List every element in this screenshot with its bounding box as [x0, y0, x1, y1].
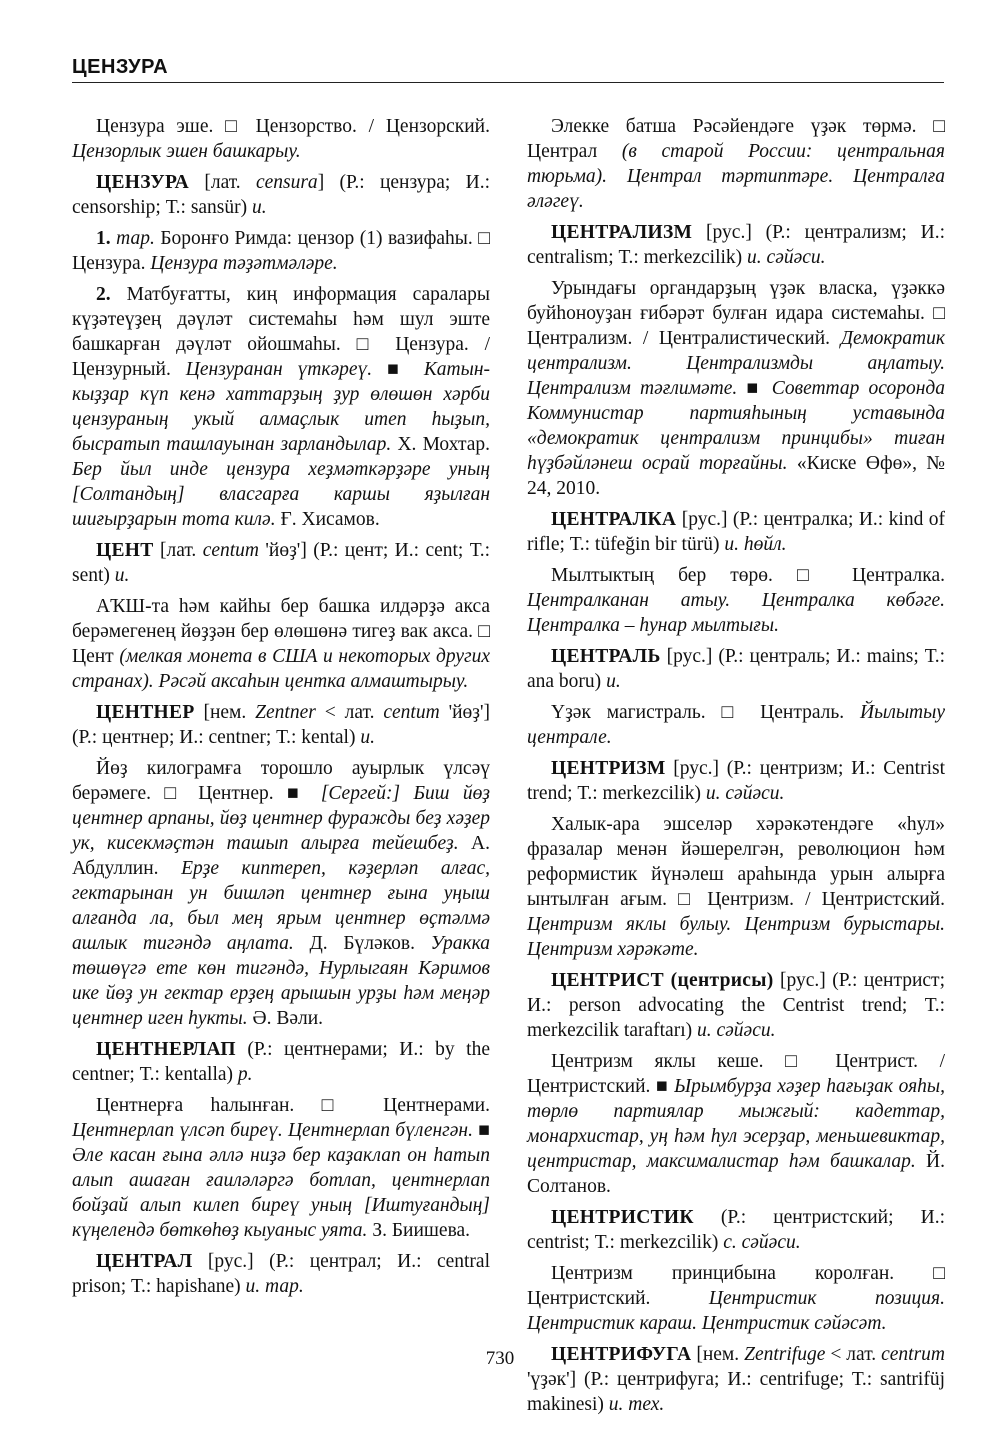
left-column: [72, 114, 490, 1305]
dictionary-paragraph: Урындағы органдарҙың үҙәк власка, үҙәккә буйһоноуҙан ғибәрәт булған идара системаһы. □ Централизм. / Централистический. Демократик централизм. Централизмды аңлатыу. Централизм тәғлимәте. ■ Советтар осоронда Коммунистар партияһының уставында «демократик централизм принцибы» тиған һүҙбәйләнеш осрай торғайны. «Киске Өфө», № 24, 2010.: [527, 278, 945, 499]
dictionary-paragraph: ЦЕНТРИСТ (центрисы) [рус.] (Р.: центрист; И.: person advocating the Centrist trend; Т.: merkezcilik taraftarı) и. сәйәси.: [527, 970, 945, 1041]
dictionary-paragraph: ЦЕНТРАЛЬ [рус.] (Р.: централь; И.: mains; Т.: ana boru) и.: [527, 646, 945, 692]
dictionary-paragraph: ЦЕНТРАЛИЗМ [рус.] (Р.: централизм; И.: centralism; Т.: merkezcilik) и. сәйәси.: [527, 222, 945, 268]
dictionary-paragraph: АҠШ-та һәм кайһы бер башка илдәрҙә акса берәмегенең йөҙҙән бер өлөшөнә тигеҙ вак акса. □ Цент (мелкая монета в США и некоторых других странах). Рәсәй аксаһын центка алмаштырыу.: [72, 596, 490, 692]
dictionary-paragraph: ЦЕНЗУРА [лат. censura] (Р.: цензура; И.: censorship; Т.: sansür) и.: [72, 172, 490, 218]
dictionary-paragraph: Центризм принцибына королған. □ Центристский. Центристик позиция. Центристик караш. Центристик сәйәсәт.: [527, 1263, 945, 1334]
dictionary-paragraph: ЦЕНТРИСТИК (Р.: центристский; И.: centrist; Т.: merkezcilik) с. сәйәси.: [527, 1207, 945, 1253]
dictionary-paragraph: Центризм яклы кеше. □ Центрист. / Центристский. ■ Ырымбурҙа хәҙер һағыҙак ояһы, төрлө партиялар мыжғый: кадеттар, монархистар, уң һәм һул эсерҙар, меньшевиктар, центристар, максималистар һәм башкалар. Й. Солтанов.: [527, 1051, 945, 1197]
dictionary-paragraph: Элекке батша Рәсәйендәге үҙәк төрмә. □ Централ (в старой России: центральная тюрьма). Централ тәртиптәре. Централға әләгеү.: [527, 116, 945, 212]
dictionary-paragraph: 1. тар. Боронғо Римда: цензор (1) вазифаһы. □ Цензура. Цензура тәҙәтмәләре.: [72, 228, 491, 274]
dictionary-paragraph: ЦЕНТРИЗМ [рус.] (Р.: центризм; И.: Centrist trend; Т.: merkezcilik) и. сәйәси.: [527, 758, 945, 804]
dictionary-paragraph: Үҙәк магистраль. □ Централь. Йылытыу централе.: [527, 702, 945, 748]
dictionary-paragraph: Цензура эше. □ Цензорство. / Цензорский. Цензорлык эшен башкарыу.: [72, 116, 490, 162]
dictionary-paragraph: ЦЕНТНЕРЛАП (Р.: центнерами; И.: by the centner; Т.: kentalla) р.: [72, 1039, 490, 1085]
dictionary-paragraph: Йөҙ килограмға торошло ауырлык үлсәү берәмеге. □ Центнер. ■ [Сергей:] Биш йөҙ центнер арпаны, йөҙ центнер фуражды беҙ хәҙер ук, кисекмәҫтән ташып алырға тейешбеҙ. А. Абдуллин. Ерҙе киптереп, кәҙерләп алғас, гектарынан ун бишләп центнер ғына уңыш алғанда ла, был мең ярым центнер өҫтәлмә ашлык тигәндә аңлата. Д. Бүләков. Уракка төшөүгә ете көн тигәндә, Нурлыгаян Кәримов ике йөҙ ун гектар ерҙең арышын урҙы һәм меңәр центнер иген һукты. Ә. Вәли.: [72, 758, 490, 1029]
dictionary-paragraph: ЦЕНТНЕР [нем. Zentner < лат. centum 'йөҙ'] (Р.: центнер; И.: centner; Т.: kental) и.: [72, 702, 490, 748]
dictionary-paragraph: 2. Матбуғатты, киң информация саралары күҙәтеүҙең дәүләт системаһы һәм шул эште башкарған дәүләт ойошмаһы. □ Цензура. / Цензурный. Цензуранан үткәреү. ■ Катын-кыҙҙар күп кенә хаттарҙың ҙур өлөшөн хәрби цензураның укый алмаҫлык итеп һыҙып, бысратып ташлауынан зарландылар. Х. Мохтар. Бер йыл инде цензура хеҙмәткәрҙәре уның [Солтандың] власгарға каршы яҙылған шиғырҙарын тота килә. Ғ. Хисамов.: [72, 284, 490, 530]
header-rule: [72, 82, 944, 83]
dictionary-paragraph: ЦЕНТ [лат. centum 'йөҙ'] (Р.: цент; И.: cent; Т.: sent) и.: [72, 540, 491, 586]
dictionary-paragraph: ЦЕНТРАЛКА [рус.] (Р.: централка; И.: kind of rifle; Т.: tüfeğin bir türü) и. һөйл.: [527, 509, 945, 555]
dictionary-paragraph: ЦЕНТРИФУГА [нем. Zentrifuge < лат. centrum 'үҙәк'] (Р.: центрифуга; И.: centrifuge; Т.: santrifüj makinesi) и. тех.: [527, 1344, 945, 1415]
dictionary-paragraph: Халык-ара эшселәр хәрәкәтендәге «һул» фразалар менән йәшерелгән, революцион һәм реформистик йүнәлеш араһында урын алырға ынтылған ағым. □ Центризм. / Центристский. Центризм яклы булыу. Центризм бурыстары. Центризм хәрәкәте.: [527, 814, 945, 960]
running-title: ЦЕНЗУРА: [72, 56, 169, 78]
right-column: [527, 114, 945, 1423]
dictionary-paragraph: Центнерға һалынған. □ Центнерами. Центнерлап үлсәп биреү. Центнерлап бүленгән. ■ Әле касан ғына әллә ниҙә бер каҙаклап он һатып алып ашаған ғаиләләргә ботлап, центнерлап бойҙай алып килеп биреү уның [Иштуғандың] күңелендә бөткөһөҙ кыуаныс уята. З. Биишева.: [72, 1095, 490, 1241]
page-number: 730: [485, 1348, 515, 1369]
dictionary-paragraph: Мылтыктың бер төрө. □ Централка. Централканан атыу. Централка көбәге. Централка – һунар мылтығы.: [527, 565, 945, 636]
page-header: [72, 56, 944, 79]
dictionary-paragraph: ЦЕНТРАЛ [рус.] (Р.: централ; И.: central prison; Т.: hapishane) и. тар.: [72, 1251, 490, 1297]
